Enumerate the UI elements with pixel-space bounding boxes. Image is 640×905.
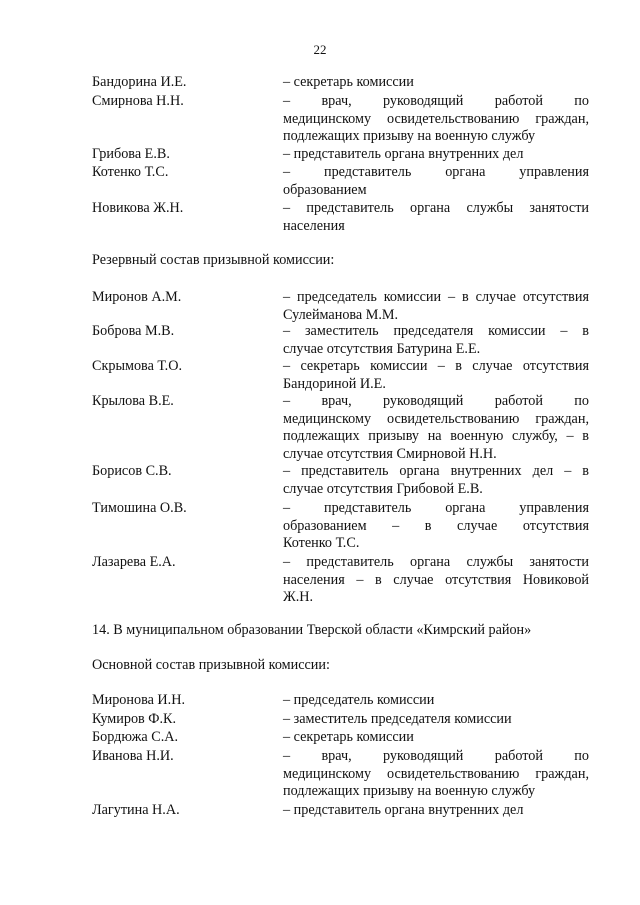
- role-line: случае отсутствия Грибовой Е.В.: [283, 480, 483, 497]
- role-line: Бандориной И.Е.: [283, 375, 386, 392]
- member-name: Боброва М.В.: [92, 323, 175, 339]
- member-name: Кумиров Ф.К.: [92, 711, 177, 727]
- role-line: подлежащих призыву на военную службу, – в: [283, 428, 589, 444]
- role-line: – представитель органа внутренних дел: [283, 802, 524, 818]
- main-heading: Основной состав призывной комиссии:: [92, 657, 330, 673]
- member-role: [283, 748, 589, 801]
- role-line: медицинскому освидетельствованию граждан,: [283, 110, 589, 127]
- member-role: [283, 146, 589, 164]
- role-line: – секретарь комиссии – в случае отсутствия: [283, 358, 589, 374]
- member-role: [283, 93, 589, 146]
- member-role: [283, 323, 589, 358]
- member-name: Миронов А.М.: [92, 289, 182, 305]
- member-role: [283, 289, 589, 324]
- member-role: [283, 358, 589, 393]
- role-line: случае отсутствия Батурина Е.Е.: [283, 340, 481, 357]
- role-line: Ж.Н.: [283, 589, 314, 605]
- role-line: – представитель органа внутренних дел – в: [283, 463, 589, 479]
- member-role: [283, 200, 589, 235]
- member-role: [283, 729, 589, 747]
- role-line: случае отсутствия Смирновой Н.Н.: [283, 445, 497, 462]
- role-line: медицинскому освидетельствованию граждан,: [283, 765, 589, 782]
- member-role: [283, 802, 589, 820]
- role-line: – представитель органа управления: [283, 164, 589, 180]
- role-line: подлежащих призыву на военную службу: [283, 128, 536, 144]
- role-line: – председатель комиссии: [283, 692, 435, 708]
- member-name: Новикова Ж.Н.: [92, 200, 184, 216]
- role-line: – заместитель председателя комиссии: [283, 711, 512, 727]
- member-name: Миронова И.Н.: [92, 692, 186, 708]
- role-line: подлежащих призыву на военную службу: [283, 783, 536, 799]
- member-role: [283, 692, 589, 710]
- role-line: – секретарь комиссии: [283, 74, 414, 90]
- member-name: Котенко Т.С.: [92, 164, 169, 180]
- member-role: [283, 554, 589, 607]
- member-name: Иванова Н.И.: [92, 748, 174, 764]
- role-line: – представитель органа управления: [283, 500, 589, 516]
- member-name: Тимошина О.В.: [92, 500, 187, 516]
- role-line: образованием – в случае отсутствия: [283, 517, 589, 534]
- section-heading: 14. В муниципальном образовании Тверской области «Кимрский район»: [92, 622, 532, 638]
- page-number: 22: [313, 42, 327, 57]
- member-role: [283, 711, 589, 729]
- member-role: [283, 393, 589, 463]
- member-role: [283, 164, 589, 199]
- member-name: Грибова Е.В.: [92, 146, 170, 162]
- role-line: медицинскому освидетельствованию граждан,: [283, 410, 589, 427]
- role-line: – представитель органа внутренних дел: [283, 146, 524, 162]
- member-role: [283, 74, 589, 92]
- member-name: Бордюжа С.А.: [92, 729, 179, 745]
- role-line: – заместитель председателя комиссии – в: [283, 323, 589, 339]
- member-name: Смирнова Н.Н.: [92, 93, 184, 109]
- member-name: Скрымова Т.О.: [92, 358, 182, 374]
- member-name: Бандорина И.Е.: [92, 74, 187, 90]
- role-line: – врач, руководящий работой по: [283, 393, 589, 409]
- role-line: – врач, руководящий работой по: [283, 93, 589, 109]
- role-line: Сулейманова М.М.: [283, 306, 399, 323]
- member-name: Лазарева Е.А.: [92, 554, 176, 570]
- reserve-heading: Резервный состав призывной комиссии:: [92, 252, 335, 268]
- role-line: – врач, руководящий работой по: [283, 748, 589, 764]
- role-line: населения: [283, 217, 345, 234]
- role-line: – секретарь комиссии: [283, 729, 414, 745]
- member-name: Борисов С.В.: [92, 463, 172, 479]
- member-role: [283, 500, 589, 553]
- role-line: Котенко Т.С.: [283, 535, 360, 551]
- role-line: – представитель органа службы занятости: [283, 554, 589, 570]
- role-line: населения – в случае отсутствия Новиковой: [283, 571, 589, 588]
- member-role: [283, 463, 589, 498]
- member-name: Крылова В.Е.: [92, 393, 174, 409]
- role-line: – представитель органа службы занятости: [283, 200, 589, 216]
- role-line: образованием: [283, 181, 367, 198]
- role-line: – председатель комиссии – в случае отсутствия: [283, 289, 589, 305]
- member-name: Лагутина Н.А.: [92, 802, 180, 818]
